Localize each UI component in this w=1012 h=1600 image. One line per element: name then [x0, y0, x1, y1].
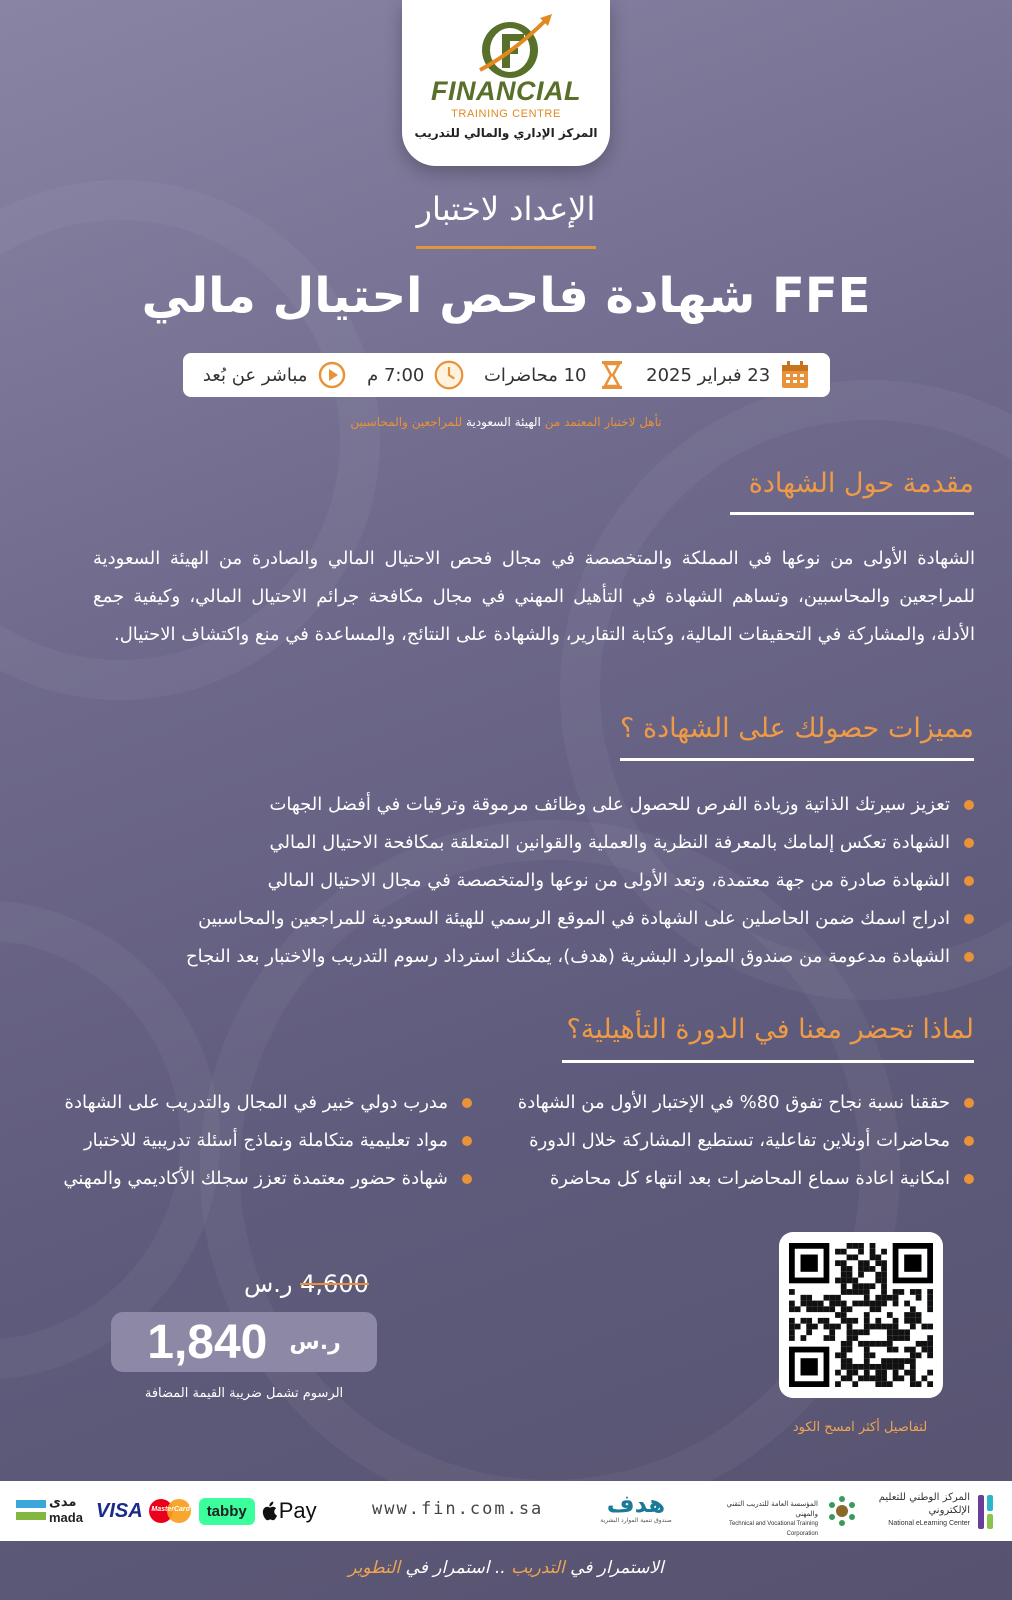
visa-logo: VISA: [96, 1499, 143, 1522]
list-item: تعزيز سيرتك الذاتية وزيادة الفرص للحصول على وظائف مرموقة وترقيات في أفضل الجهات: [186, 786, 976, 824]
nelc-en: National eLearning Center: [888, 1520, 970, 1527]
list-item: الشهادة صادرة من جهة معتمدة، وتعد الأولى من نوعها والمتخصصة في مجال الاحتيال المالي: [186, 862, 976, 900]
list-item: ادراج اسمك ضمن الحاصلين على الشهادة في الموقع الرسمي للهيئة السعودية للمراجعين والمحاسبين: [186, 900, 976, 938]
course-info-bar: [183, 353, 830, 397]
qr-code[interactable]: [779, 1232, 943, 1398]
intro-heading: مقدمة حول الشهادة: [748, 468, 974, 499]
page-title: شهادة فاحص احتيال مالي FFE: [141, 268, 871, 324]
benefits-heading-underline: [620, 758, 974, 761]
footer-bar: [0, 1481, 1012, 1541]
apple-pay-text: Pay: [278, 1498, 317, 1523]
why-heading-underline: [562, 1060, 974, 1063]
nelc-ar: المركز الوطني للتعليم الإلكتروني: [878, 1492, 970, 1516]
benefits-list: [186, 786, 976, 976]
mode-text: مباشر عن بُعد: [202, 364, 308, 386]
tvtc-ar: المؤسسة العامة للتدريب التقني والمهني: [726, 1500, 818, 1518]
list-item: محاضرات أونلاين تفاعلية، تستطيع المشاركة خلال الدورة: [518, 1122, 976, 1160]
logo-name: FINANCIAL: [431, 76, 581, 106]
tvtc-logo: [702, 1493, 862, 1537]
nelc-text: [878, 1491, 970, 1530]
prep-underline: [416, 246, 596, 249]
why-list-left: [63, 1084, 474, 1198]
list-item: الشهادة تعكس إلمامك بالمعرفة النظرية والعملية والقوانين المتعلقة بمكافحة الاحتيال المالي: [186, 824, 976, 862]
logo-arabic-name: المركز الإداري والمالي للتدريب: [414, 126, 598, 140]
nelc-logo: [878, 1489, 998, 1533]
slogan-part2: التدريب: [511, 1558, 565, 1578]
intro-paragraph: الشهادة الأولى من نوعها في المملكة والمتخصصة في مجال فحص الاحتيال المالي والصادرة من الهيئة السعودية للمراجعين والمحاسبين، وتساهم الشهادة في التأهيل المهني في مجال مكافحة جرائم الاحتيال المالي، وكيفية جمع الأدلة، والمشاركة في التحقيقات المالية، وكتابة التقارير، والشهادة على النتائج، والمساعدة في منع واكتشاف الاحتيال.: [93, 548, 975, 645]
accreditation-part2: الهيئة السعودية: [466, 415, 541, 429]
mode-info: [203, 360, 348, 390]
hadaf-logo: [600, 1491, 672, 1531]
time-text: 7:00 م: [367, 364, 425, 386]
website-link[interactable]: www.fin.com.sa: [372, 1499, 544, 1519]
qr-code-icon: [789, 1242, 933, 1388]
logo-subtitle: TRAINING CENTRE: [451, 108, 561, 120]
price-box: [111, 1312, 377, 1372]
mastercard-text: MasterCard: [151, 1506, 190, 1513]
hadaf-text: هدف: [606, 1490, 666, 1518]
tvtc-text: [702, 1499, 818, 1539]
mastercard-logo: [149, 1497, 193, 1525]
accreditation-note: [0, 415, 1012, 429]
clock-icon: [434, 360, 464, 390]
why-heading: لماذا تحضر معنا في الدورة التأهيلية؟: [566, 1014, 974, 1045]
date-info: [646, 360, 810, 390]
financial-logo-icon: [474, 12, 554, 80]
date-text: 23 فبراير 2025: [646, 364, 771, 386]
logo-card: [402, 0, 610, 166]
price-value: 1,840: [147, 1315, 268, 1369]
tabby-logo: tabby: [199, 1498, 255, 1525]
list-item: شهادة حضور معتمدة تعزز سجلك الأكاديمي والمهني: [63, 1160, 474, 1198]
slogan: [0, 1558, 1012, 1578]
benefits-heading: مميزات حصولك على الشهادة ؟: [620, 713, 974, 744]
payment-methods: [16, 1493, 317, 1529]
hourglass-icon: [597, 360, 627, 390]
calendar-icon: [780, 360, 810, 390]
qr-caption: لتفاصيل أكثر امسح الكود: [792, 1420, 928, 1435]
vat-note: الرسوم تشمل ضريبة القيمة المضافة: [144, 1386, 344, 1401]
list-item: الشهادة مدعومة من صندوق الموارد البشرية (هدف)، يمكنك استرداد رسوم التدريب والاختبار بعد النجاح: [186, 938, 976, 976]
play-icon: [317, 360, 347, 390]
list-item: مدرب دولي خبير في المجال والتدريب على الشهادة: [63, 1084, 474, 1122]
old-price-currency: ر.س: [244, 1270, 293, 1298]
old-price: [244, 1270, 369, 1298]
tvtc-emblem-icon: [824, 1493, 860, 1529]
lectures-text: 10 محاضرات: [483, 364, 587, 386]
accreditation-part1: تأهل لاختبار المعتمد من: [544, 415, 662, 429]
why-list-right: [518, 1084, 976, 1198]
tvtc-en: Technical and Vocational Training Corporation: [728, 1521, 818, 1537]
mada-en: mada: [49, 1510, 83, 1525]
nelc-emblem-icon: [976, 1493, 996, 1531]
apple-icon: [261, 1501, 277, 1521]
prep-label: الإعداد لاختبار: [416, 190, 596, 228]
lectures-info: [484, 360, 627, 390]
hadaf-subtitle: صندوق تنمية الموارد البشرية: [600, 1517, 672, 1524]
mada-ar: مدى: [49, 1495, 77, 1510]
price-currency: ر.س: [289, 1329, 341, 1355]
list-item: مواد تعليمية متكاملة ونماذج أسئلة تدريبية للاختبار: [63, 1122, 474, 1160]
time-info: [367, 360, 464, 390]
old-price-value: 4,600: [300, 1270, 369, 1298]
accreditation-part3: للمراجعين والمحاسبين: [350, 415, 463, 429]
slogan-part3: .. استمرار في: [405, 1558, 506, 1578]
slogan-part1: الاستمرار في: [570, 1558, 664, 1578]
list-item: حققنا نسبة نجاح تفوق 80% في الإختبار الأول من الشهادة: [518, 1084, 976, 1122]
slogan-part4: التطوير: [348, 1558, 401, 1578]
intro-heading-underline: [730, 512, 974, 515]
mada-logo: [16, 1495, 90, 1527]
apple-pay-logo: [261, 1498, 317, 1524]
list-item: امكانية اعادة سماع المحاضرات بعد انتهاء كل محاضرة: [518, 1160, 976, 1198]
